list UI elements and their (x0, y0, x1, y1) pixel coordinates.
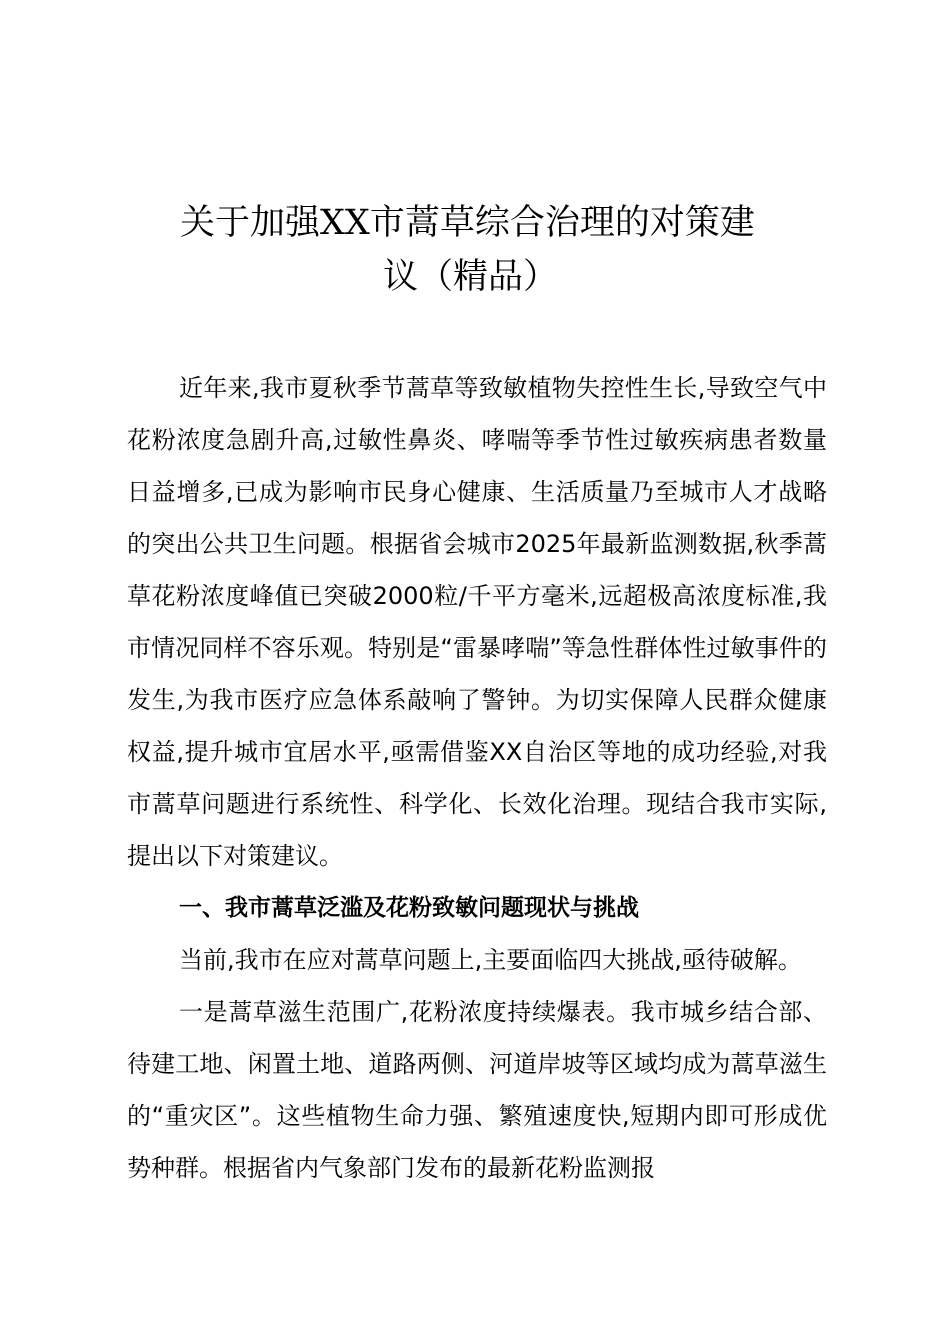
section-intro-paragraph: 当前,我市在应对蒿草问题上,主要面临四大挑战,亟待破解。 (179, 946, 802, 974)
title-line-2: 议（精品） (383, 257, 559, 297)
intro-paragraph: 近年来,我市夏秋季节蒿草等致敏植物失控性生长,导致空气中花粉浓度急剧升高,过敏性鼻炎、哮喘等季节性过敏疾病患者数量日益增多,已成为影响市民身心健康、生活质量乃至城市人才战略的突出公共卫生问题。根据省会城市2025年最新监测数据,秋季蒿草花粉浓度峰值已突破2000粒/千平方毫米,远超极高浓度标准,我市情况同样不容乐观。特别是“雷暴哮喘”等急性群体性过敏事件的发生,为我市医疗应急体系敲响了警钟。为切实保障人民群众健康权益,提升城市宜居水平,亟需借鉴XX自治区等地的成功经验,对我市蒿草问题进行系统性、科学化、长效化治理。现结合我市实际,提出以下对策建议。 (127, 374, 827, 870)
section-heading: 一、我市蒿草泛滥及花粉致敏问题现状与挑战 (179, 895, 639, 921)
section-point-1-paragraph: 一是蒿草滋生范围广,花粉浓度持续爆表。我市城乡结合部、待建工地、闲置土地、道路两侧、河道岸坡等区域均成为蒿草滋生的“重灾区”。这些植物生命力强、繁殖速度快,短期内即可形成优势种群。根据省内气象部门发布的最新花粉监测报 (127, 998, 827, 1182)
document-title (180, 196, 830, 304)
title-line-1: 关于加强XX市蒿草综合治理的对策建 (180, 203, 755, 243)
document-body (127, 362, 827, 1194)
